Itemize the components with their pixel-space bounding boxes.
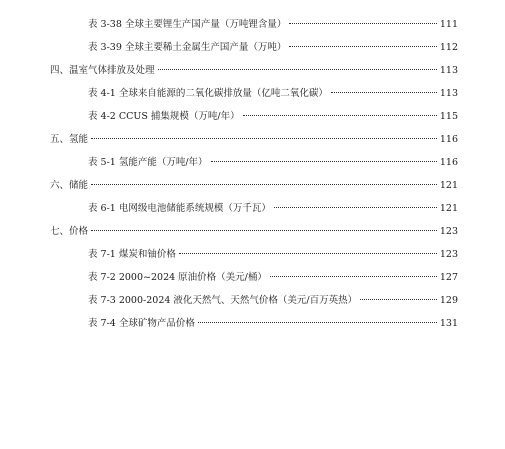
toc-entry-label: 表 7-3 2000-2024 液化天然气、天然气价格（美元/百万英热）: [88, 295, 358, 306]
toc-entry[interactable]: [88, 202, 458, 216]
toc-entry[interactable]: [88, 41, 458, 55]
dot-leader: [331, 92, 437, 93]
toc-entry-page: 115: [439, 111, 458, 122]
toc-entry[interactable]: [88, 156, 458, 170]
toc-entry-label: 表 3-39 全球主要稀土金属生产国产量（万吨）: [88, 42, 287, 53]
dot-leader: [274, 207, 437, 208]
dot-leader: [270, 276, 437, 277]
toc-entry-label: 表 7-1 煤炭和铀价格: [88, 249, 176, 260]
dot-leader: [179, 253, 437, 254]
dot-leader: [198, 322, 437, 323]
toc-entry-page: 127: [439, 272, 458, 283]
toc-entry-page: 131: [439, 318, 458, 329]
toc-entry-page: 129: [439, 295, 458, 306]
toc-entry-label: 表 5-1 氢能产能（万吨/年）: [88, 157, 208, 168]
dot-leader: [243, 115, 437, 116]
dot-leader: [158, 69, 437, 70]
toc-entry-label: 四、温室气体排放及处理: [50, 65, 155, 76]
toc-entry[interactable]: [88, 271, 458, 285]
toc-entry-label: 表 3-38 全球主要锂生产国产量（万吨锂含量）: [88, 19, 287, 30]
toc-entry-page: 112: [439, 42, 458, 53]
toc-entry-label: 六、储能: [50, 180, 89, 191]
toc-entry-page: 111: [439, 19, 458, 30]
dot-leader: [211, 161, 437, 162]
toc-section-entry[interactable]: [50, 64, 458, 78]
toc-entry-label: 表 4-2 CCUS 捕集规模（万吨/年）: [88, 111, 240, 122]
toc-entry-label: 表 7-2 2000~2024 原油价格（美元/桶）: [88, 272, 267, 283]
toc-entry[interactable]: [88, 248, 458, 262]
toc-entry-page: 116: [439, 134, 458, 145]
toc-entry-label: 表 4-1 全球来自能源的二氧化碳排放量（亿吨二氧化碳）: [88, 88, 328, 99]
toc-entry-page: 123: [439, 249, 458, 260]
dot-leader: [91, 138, 437, 139]
toc-entry-page: 113: [439, 88, 458, 99]
toc-entry[interactable]: [88, 317, 458, 331]
toc-entry-label: 表 6-1 电网级电池储能系统规模（万千瓦）: [88, 203, 271, 214]
toc-section-entry[interactable]: [50, 225, 458, 239]
dot-leader: [91, 184, 437, 185]
toc-entry[interactable]: [88, 18, 458, 32]
toc-entry[interactable]: [88, 294, 458, 308]
toc-entry-page: 113: [439, 65, 458, 76]
toc-entry[interactable]: [88, 87, 458, 101]
toc-entry-label: 七、价格: [50, 226, 89, 237]
toc-entry-page: 121: [439, 203, 458, 214]
dot-leader: [289, 23, 436, 24]
toc-section-entry[interactable]: [50, 179, 458, 193]
toc-entry[interactable]: [88, 110, 458, 124]
toc-entry-page: 116: [439, 157, 458, 168]
toc-entry-page: 123: [439, 226, 458, 237]
toc-section-entry[interactable]: [50, 133, 458, 147]
toc-entry-label: 五、氢能: [50, 134, 89, 145]
dot-leader: [289, 46, 436, 47]
dot-leader: [91, 230, 437, 231]
dot-leader: [360, 299, 437, 300]
toc-entry-label: 表 7-4 全球矿物产品价格: [88, 318, 195, 329]
toc-entry-page: 121: [439, 180, 458, 191]
